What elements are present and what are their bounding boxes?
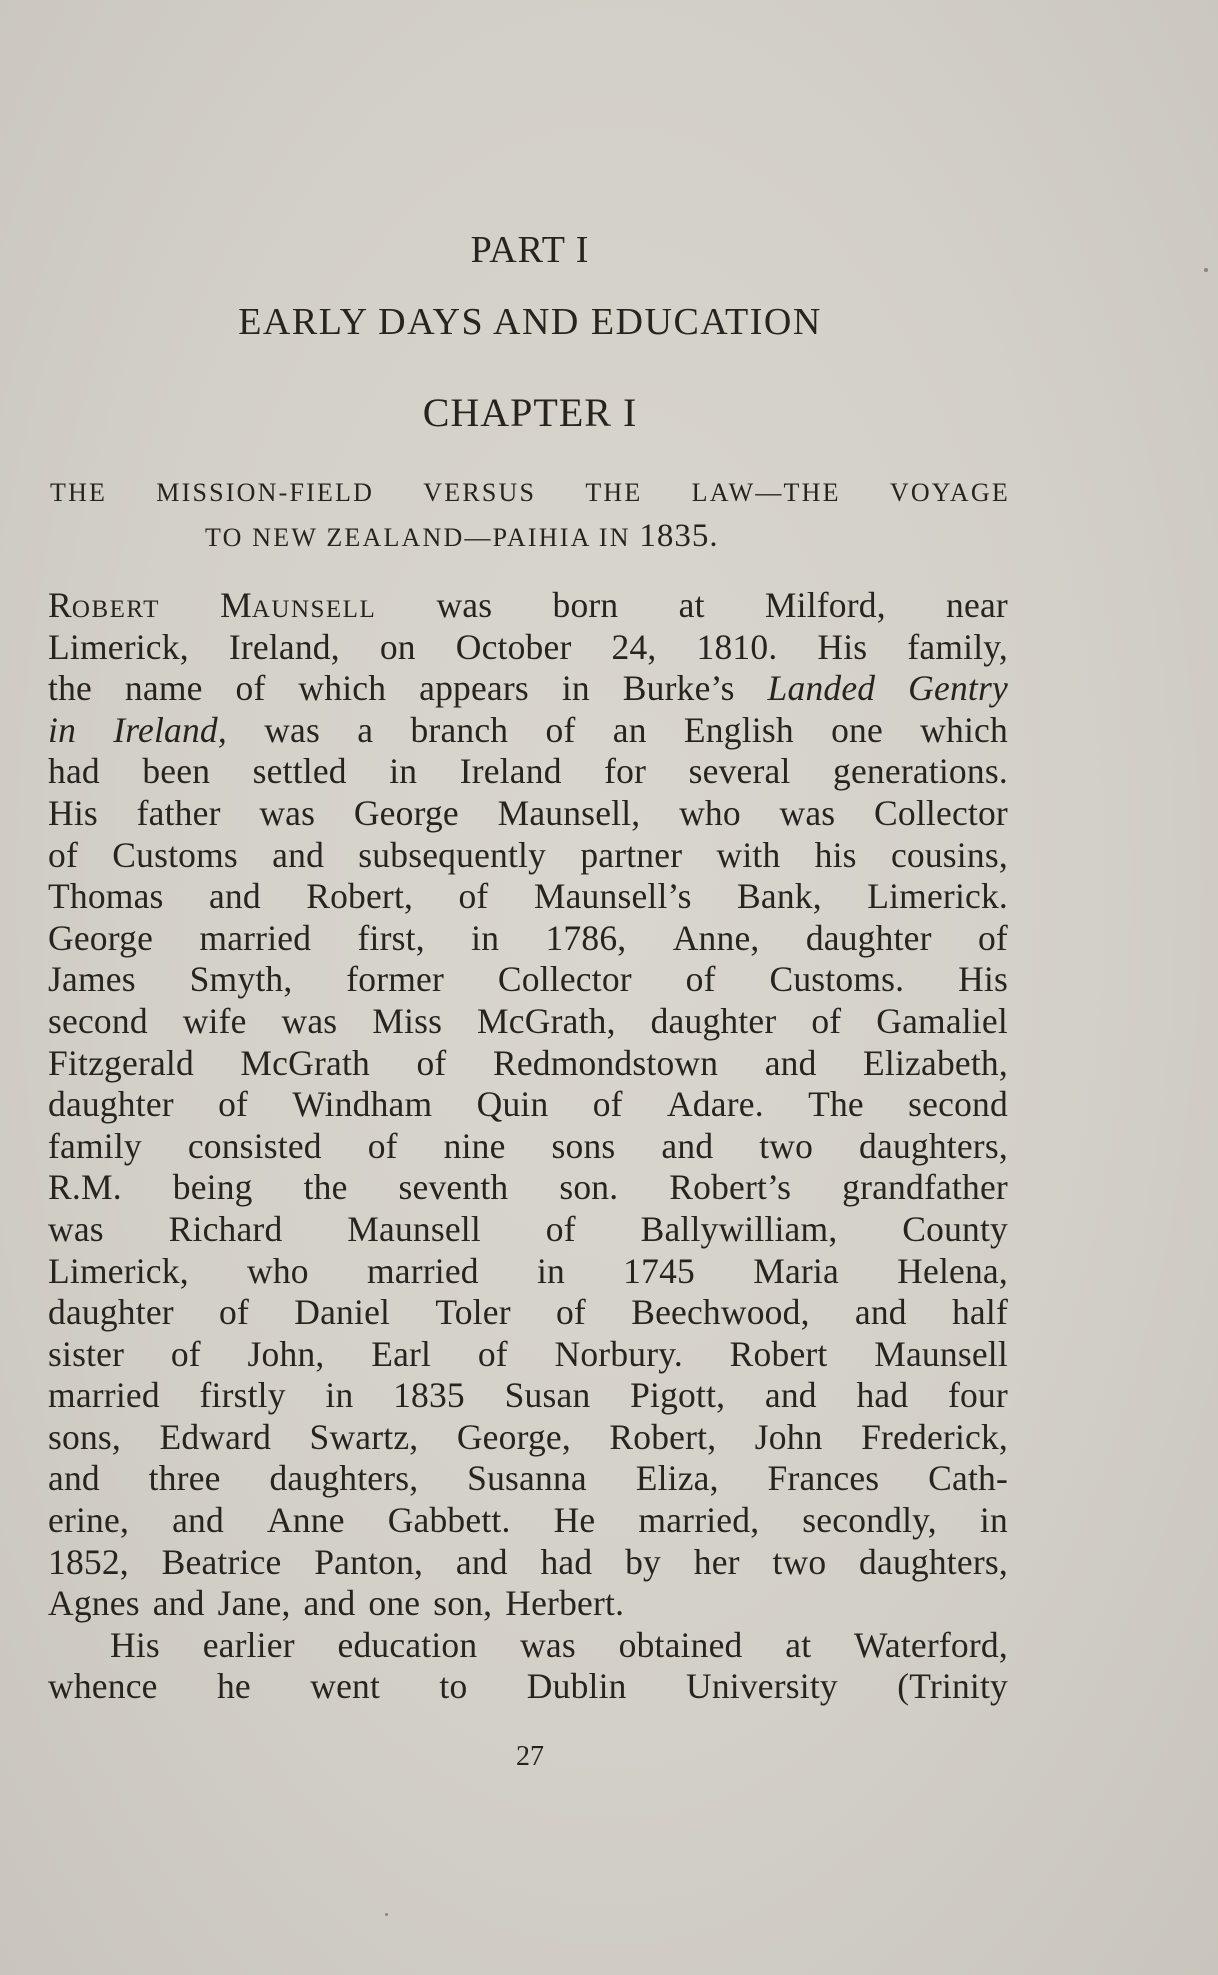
word: of [235,668,266,709]
word: in [389,751,418,792]
text-line [48,1292,1008,1334]
word: Adare. [666,1084,764,1125]
word: and [208,876,261,917]
word: Miss [372,1000,443,1041]
text-line [48,1542,1008,1584]
word: son. [559,1167,619,1208]
word: by [625,1541,661,1582]
word: of [977,917,1008,958]
word: obtained [618,1624,743,1665]
word: one [368,1583,421,1624]
word: firstly [199,1375,286,1416]
word: Anne, [672,917,760,958]
word: seventh [398,1167,509,1208]
text-line [48,668,1008,710]
synopsis-year: 1835. [639,518,719,554]
word: married [366,1250,479,1291]
word: Collector [497,959,632,1000]
word: of [218,1084,249,1125]
text-line [48,1375,1008,1417]
word: VERSUS [423,478,537,507]
word: who [679,792,741,833]
word: two [759,1125,814,1166]
word: at [678,585,705,625]
word: of [555,1292,586,1333]
word: nine [443,1125,506,1166]
word: Milford, [764,585,886,625]
word: Limerick. [867,876,1008,917]
word: the [48,668,92,709]
text-line [48,835,1008,877]
word: Landed [767,668,876,709]
word: Herbert. [505,1583,625,1624]
text-line [48,959,1008,1001]
word: Customs [112,834,238,875]
word: and [272,834,325,875]
word: Pigott, [630,1375,726,1416]
paper-speck [1204,268,1208,272]
word: Beatrice [161,1541,282,1582]
word: Dublin [526,1666,627,1707]
text-line [48,1334,1008,1376]
word: of [811,1000,842,1041]
word: Anne [266,1500,345,1541]
word: daughter [48,1292,174,1333]
word: Cath- [928,1458,1008,1499]
word: one [831,709,883,750]
word: of [458,876,489,917]
word: Limerick, [48,1250,189,1291]
text-line [48,1458,1008,1500]
text-line [48,793,1008,835]
word: of [48,834,78,875]
word: Earl [371,1333,432,1374]
word: Gentry [908,668,1008,709]
word: been [142,751,211,792]
word: McGrath, [477,1000,616,1041]
word: four [947,1375,1008,1416]
word: whence [48,1666,158,1707]
word: Ireland, [113,709,227,750]
word: Elizabeth, [863,1042,1008,1083]
word: of [219,1292,250,1333]
word: His [48,792,98,833]
word: daughters, [269,1458,419,1499]
word: second [908,1084,1008,1125]
word: Robert, [609,1416,717,1457]
page-number: 27 [516,1741,544,1772]
word: for [604,751,647,792]
word: had [48,751,100,792]
word: Swartz, [309,1416,419,1457]
word: in [979,1500,1008,1541]
word: Robert, [306,876,414,917]
word: Waterford, [854,1624,1008,1665]
word: Helena, [897,1250,1008,1291]
word: name [124,668,203,709]
word: daughter [650,1000,777,1041]
word: THE [50,478,108,507]
word: was [520,1624,576,1665]
word: subsequently [358,834,547,875]
word: R.M. [48,1167,122,1208]
synopsis-text: TO NEW ZEALAND—PAIHIA IN [205,523,640,552]
word: two [772,1541,827,1582]
word: his [814,834,857,875]
text-line [48,1251,1008,1293]
word: of [170,1333,201,1374]
opening-word-maunsell: MAUNSELL [220,585,377,625]
word: of [477,1333,508,1374]
word: which [920,709,1008,750]
word: to [439,1666,468,1707]
word: Maria [753,1250,839,1291]
word: VOYAGE [889,478,1010,507]
word: her [693,1541,740,1582]
text-line-paragraph-end [48,1583,1008,1625]
word: Richard [168,1208,283,1249]
word: had [856,1375,909,1416]
word: 24, [611,626,657,667]
chapter-title: CHAPTER I [422,390,638,435]
word: Maunsell, [497,792,641,833]
word: Quin [476,1084,549,1125]
word: and [661,1125,714,1166]
word: Customs. [769,959,905,1000]
word: and [455,1541,508,1582]
word: LAW—THE [691,478,841,507]
word: Norbury. [554,1333,683,1374]
word: erine, [48,1500,130,1541]
word: had [540,1541,593,1582]
word: THE [585,478,643,507]
word: generations. [833,751,1008,792]
word: a [357,709,374,750]
text-line [48,585,1008,627]
word: 1786, [545,917,627,958]
word: was [281,1000,338,1041]
word: family [48,1125,142,1166]
word: Gamaliel [876,1000,1008,1041]
word: Eliza, [635,1458,719,1499]
word: cousins, [890,834,1008,875]
word: Daniel [294,1292,391,1333]
word: sons [551,1125,616,1166]
word: of [545,709,576,750]
opening-word-robert: ROBERT [48,585,160,625]
word: English [683,709,794,750]
word: earlier [202,1624,295,1665]
word: married, [638,1500,760,1541]
word: with [716,834,781,875]
word: being [172,1167,253,1208]
word: Thomas [48,876,164,917]
word: James [48,959,136,1000]
word: Limerick, [48,626,189,667]
word: second [48,1000,148,1041]
word: Robert [729,1333,828,1374]
word: Toler [435,1292,511,1333]
word: sister [48,1333,125,1374]
word: Ireland, [228,626,340,667]
paper-speck [385,1913,388,1916]
word: and [854,1292,907,1333]
body-text [48,585,1008,1708]
word: George [353,792,459,833]
text-line [48,1417,1008,1459]
word: John, [247,1333,325,1374]
word: Panton, [314,1541,424,1582]
word: Smyth, [189,959,293,1000]
word: an [612,709,647,750]
word: wife [182,1000,247,1041]
word: settled [252,751,347,792]
text-line [48,876,1008,918]
word: in [325,1375,354,1416]
word: several [688,751,791,792]
word: father [136,792,221,833]
word: and [172,1500,224,1541]
word: born [552,585,619,625]
word: Susanna [467,1458,587,1499]
word: John [754,1416,823,1457]
word: 1745 [623,1250,695,1291]
text-line [48,627,1008,669]
word: was [436,585,493,625]
word: was [779,792,836,833]
word: His [817,626,868,667]
word: in [48,709,77,750]
word: at [785,1624,812,1665]
word: Redmondstown [492,1042,719,1083]
word: near [946,585,1008,625]
word: married [199,917,312,958]
word: consisted [187,1125,322,1166]
word: went [310,1666,381,1707]
word: George, [456,1416,571,1457]
word: Edward [159,1416,272,1457]
word: Agnes [48,1583,140,1624]
word: of [592,1084,623,1125]
word: 1810. [696,626,778,667]
word: of [545,1208,576,1249]
word: the [303,1167,348,1208]
word: first, [357,917,425,958]
word: Maunsell’s [533,876,692,917]
word: and [152,1583,205,1624]
word: October [455,626,572,667]
word: and [764,1042,817,1083]
word: University [685,1666,838,1707]
word: education [337,1624,478,1665]
word: partner [580,834,683,875]
word: he [216,1666,251,1707]
text-line [48,751,1008,793]
chapter-synopsis-line-2 [205,518,719,555]
text-line [48,1043,1008,1085]
word: daughters, [859,1541,1008,1582]
word: and [48,1458,100,1499]
word: Jane, [217,1583,291,1624]
word: appears [419,668,529,709]
part-title: PART I [470,229,590,271]
word: Ireland [459,751,562,792]
word: secondly, [802,1500,937,1541]
word: George [48,917,154,958]
word: Susan [504,1375,591,1416]
part-subtitle: EARLY DAYS AND EDUCATION [238,301,822,343]
word: 1835 [393,1375,465,1416]
word: daughter [48,1084,174,1125]
word: Burke’s [622,668,735,709]
word: of [685,959,716,1000]
word: former [346,959,445,1000]
text-line [48,1666,1008,1708]
word: sons, [48,1416,122,1457]
word: Ballywilliam, [640,1208,838,1249]
word: Maunsell [874,1333,1008,1374]
word: married [48,1375,160,1416]
word: County [902,1208,1008,1249]
word: on [379,626,416,667]
word: McGrath [240,1042,370,1083]
text-line-paragraph-start [48,1625,1008,1667]
word: His [110,1624,160,1665]
word: He [553,1500,596,1541]
word: The [808,1084,864,1125]
chapter-synopsis-line-1 [50,478,1010,508]
word: MISSION-FIELD [156,478,375,507]
text-line [48,710,1008,752]
text-line [48,918,1008,960]
word: Frances [767,1458,880,1499]
word: Maunsell [347,1208,481,1249]
word: Frederick, [861,1416,1008,1457]
word: was [264,709,320,750]
word: was [48,1208,104,1249]
word: in [536,1250,565,1291]
word: of [416,1042,447,1083]
word: who [247,1250,309,1291]
word: Fitzgerald [48,1042,194,1083]
word: grandfather [842,1167,1008,1208]
word: in [561,668,590,709]
word: was [259,792,316,833]
word: Windham [292,1084,433,1125]
word: Beechwood, [631,1292,810,1333]
word: half [951,1292,1008,1333]
word: His [958,959,1008,1000]
word: Bank, [737,876,822,917]
text-line [48,1167,1008,1209]
text-line [48,1084,1008,1126]
word: daughters, [859,1125,1008,1166]
word: daughter [805,917,932,958]
text-line [48,1500,1008,1542]
word: (Trinity [897,1666,1008,1707]
word: three [148,1458,221,1499]
word: and [303,1583,356,1624]
word: in [471,917,500,958]
word: and [764,1375,817,1416]
word: branch [410,709,509,750]
word: Gabbett. [387,1500,511,1541]
word: Robert’s [669,1167,792,1208]
word: 1852, [48,1541,129,1582]
text-line [48,1001,1008,1043]
text-line [48,1126,1008,1168]
word: of [367,1125,398,1166]
word: which [298,668,387,709]
word: Collector [874,792,1008,833]
text-line [48,1209,1008,1251]
word: son, [433,1583,493,1624]
word: family, [907,626,1008,667]
